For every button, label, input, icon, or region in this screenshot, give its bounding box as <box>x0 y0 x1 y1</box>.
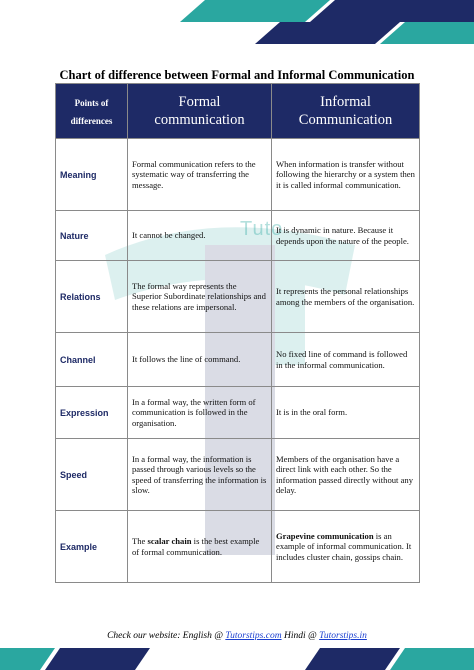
informal-cell: It is in the oral form. <box>272 387 420 439</box>
informal-cell: It represents the personal relationships among the members of the organisation. <box>272 261 420 333</box>
row-label: Example <box>56 511 128 583</box>
scalar-chain-term: scalar chain <box>147 536 192 546</box>
header-informal: Informal Communication <box>272 84 420 139</box>
comparison-table <box>55 83 420 583</box>
table-row <box>56 387 420 439</box>
informal-cell: When information is transfer without following the hierarchy or a system then it is called informal communication. <box>272 139 420 211</box>
row-label: Channel <box>56 333 128 387</box>
table-row <box>56 333 420 387</box>
formal-cell: In a formal way, the written form of communication is followed in the organisation. <box>128 387 272 439</box>
formal-cell: The scalar chain is the best example of formal communication. <box>128 511 272 583</box>
formal-cell: Formal communication refers to the systematic way of transferring the message. <box>128 139 272 211</box>
row-label: Speed <box>56 439 128 511</box>
informal-cell: Grapevine communication is an example of informal communication. It includes cluster chain, gossips chain. <box>272 511 420 583</box>
page-title: Chart of difference between Formal and Informal Communication <box>59 68 415 82</box>
english-site-link[interactable]: Tutorstips.com <box>225 631 282 641</box>
table-row <box>56 139 420 211</box>
row-label: Meaning <box>56 139 128 211</box>
informal-cell: No fixed line of command is followed in the informal communication. <box>272 333 420 387</box>
row-label: Nature <box>56 211 128 261</box>
header-formal: Formal communication <box>128 84 272 139</box>
table-header-row <box>56 84 420 139</box>
grapevine-term: Grapevine communication <box>276 530 374 541</box>
formal-cell: In a formal way, the information is passed through various levels so the speed of transferring the information is slow. <box>128 439 272 511</box>
table-row <box>56 261 420 333</box>
row-label: Relations <box>56 261 128 333</box>
formal-cell: The formal way represents the Superior Subordinate relationships and these relations are impersonal. <box>128 261 272 333</box>
top-decorative-band <box>0 0 474 44</box>
header-points: Points of differences <box>56 84 128 139</box>
table-row <box>56 211 420 261</box>
table-row <box>56 439 420 511</box>
footer: Check our website: English @ Tutorstips.com Hindi @ Tutorstips.in <box>107 631 367 641</box>
hindi-site-link[interactable]: Tutorstips.in <box>319 631 367 641</box>
watermark-text: Tuto <box>240 218 284 240</box>
bottom-decorative-band <box>0 648 474 670</box>
informal-cell: It is dynamic in nature. Because it depends upon the nature of the people. <box>272 211 420 261</box>
formal-cell: It cannot be changed. <box>128 211 272 261</box>
row-label: Expression <box>56 387 128 439</box>
informal-cell: Members of the organisation have a direct link with each other. So the information passed directly without any delay. <box>272 439 420 511</box>
formal-cell: It follows the line of command. <box>128 333 272 387</box>
table-row <box>56 511 420 583</box>
